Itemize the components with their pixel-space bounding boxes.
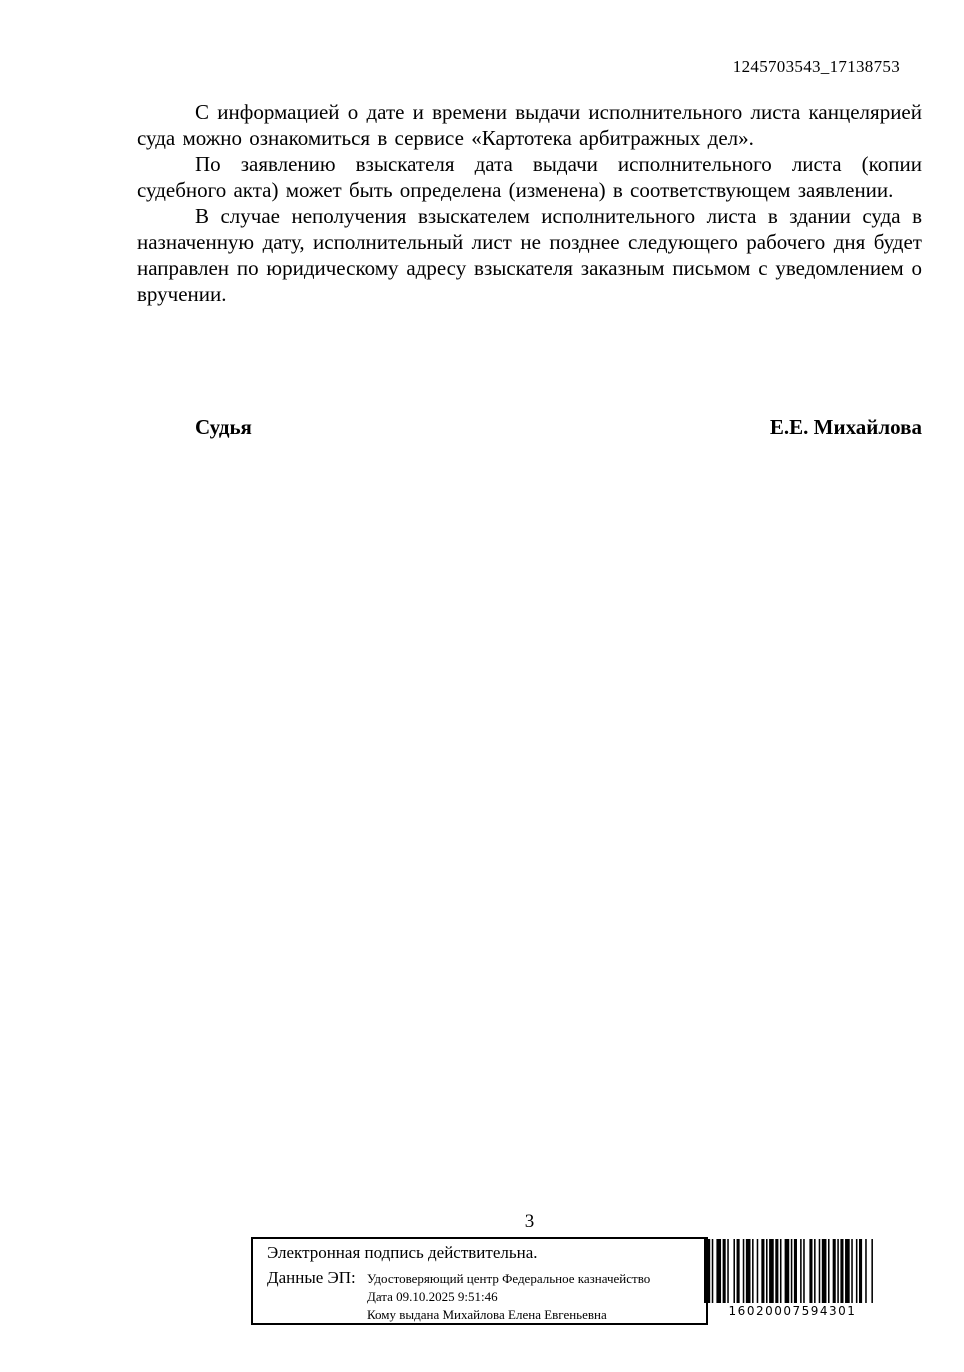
barcode-number: 16020007594301 — [728, 1304, 857, 1318]
signature-role: Судья — [195, 415, 252, 439]
page-number: 3 — [524, 1211, 535, 1232]
document-id: 1245703543_17138753 — [732, 57, 900, 76]
stamp-validity-text: Электронная подпись действительна. — [267, 1243, 538, 1262]
signature-row — [137, 415, 922, 440]
document-body — [137, 99, 922, 307]
paragraph-claimant-application: По заявлению взыскателя дата выдачи исполнительного листа (копии судебного акта) может быть определена (изменена) в соответствующем заявлении. — [137, 152, 922, 202]
barcode — [704, 1239, 881, 1318]
stamp-details — [367, 1268, 650, 1324]
signature-name: Е.Е. Михайлова — [769, 415, 922, 439]
paragraph-non-receipt: В случае неполучения взыскателем исполнительного листа в здании суда в назначенную дату, исполнительный лист не позднее следующего рабочего дня будет направлен по юридическому адресу взыскателя заказным письмом с уведомлением о вручении. — [137, 204, 922, 306]
stamp-data-label: Данные ЭП: — [267, 1268, 356, 1287]
stamp-detail-date: Дата 09.10.2025 9:51:46 — [367, 1289, 498, 1304]
electronic-signature-stamp — [251, 1237, 708, 1325]
stamp-data-row — [267, 1268, 706, 1324]
paragraph-issue-info: С информацией о дате и времени выдачи исполнительного листа канцелярией суда можно ознакомиться в сервисе «Картотека арбитражных дел». — [137, 100, 922, 150]
barcode-bars-icon — [704, 1239, 881, 1303]
stamp-detail-issued-to: Кому выдана Михайлова Елена Евгеньевна — [367, 1307, 607, 1322]
stamp-detail-authority: Удостоверяющий центр Федеральное казначейство — [367, 1271, 651, 1286]
